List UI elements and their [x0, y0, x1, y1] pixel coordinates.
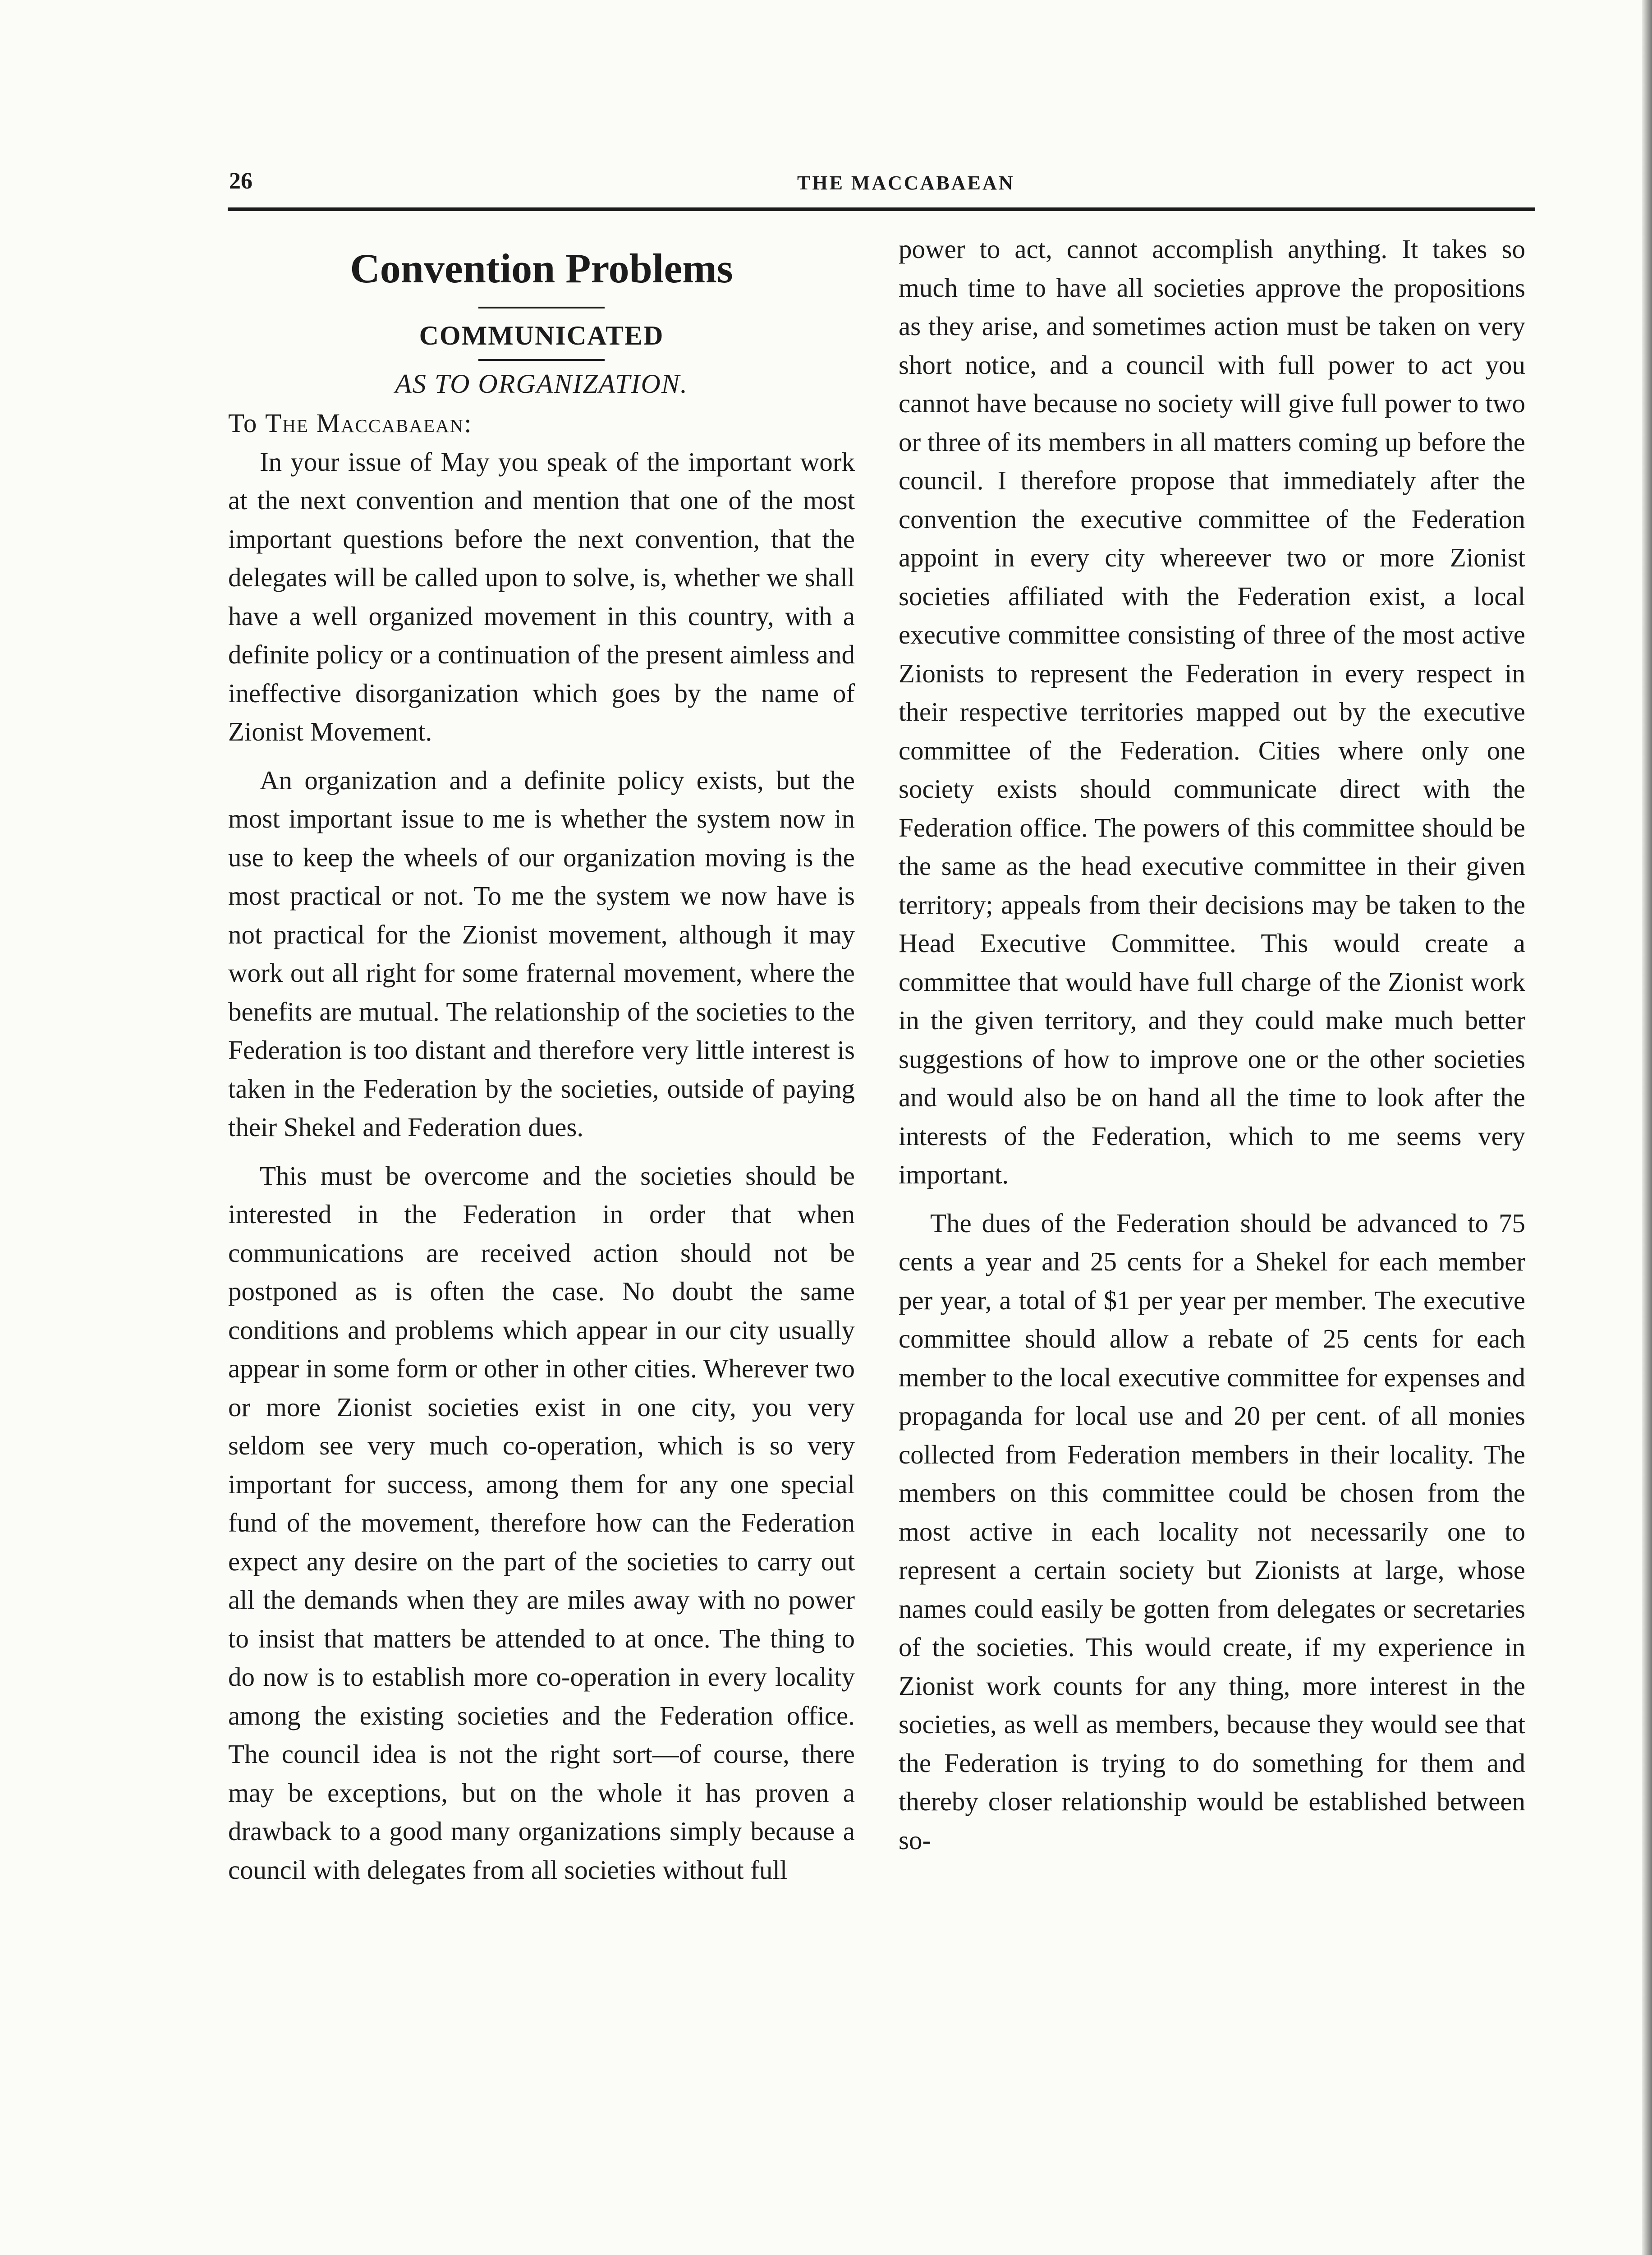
page-header: [229, 168, 1537, 204]
right-column: [899, 230, 1525, 1859]
page-number: 26: [229, 168, 252, 194]
paragraph: In your issue of May you speak of the important work at the next convention and mention that one of the most important questions before the next convention, that the delegates will be called upon to solve, is, whether we shall have a well organized movement in this country, with a definite policy or a continuation of the present aimless and ineffective disorganization which goes by the name of Zionist Movement.: [228, 446, 855, 746]
page-edge-shadow: [1642, 0, 1652, 2255]
salutation-prefix: To: [228, 408, 266, 438]
salutation: [228, 404, 855, 443]
section-label: COMMUNICATED: [419, 321, 664, 350]
paragraph-continuation: power to act, cannot accomplish anything. It takes so much time to have all societies approve the propositions as they arise, and sometimes action must be taken on very short notice, and a council with full power to act you cannot have because no society will give full power to two or three of its members in all matters coming up before the council. I therefore propose that immediately after the convention the executive committee of the Federation appoint in every city whereever two or more Zionist societies affiliated with the Federation exist, a local executive committee consisting of three of the most active Zionists to represent the Federation in every respect in their respective territories mapped out by the executive committee of the Federation. Cities where only one society exists should communicate direct with the Federation office. The powers of this committee should be the same as the head executive committee in their given territory; appeals from their decisions may be taken to the Head Executive Committee. This would create a committee that would have full charge of the Zionist work in the given territory, and they could make much better suggestions of how to improve one or the other societies and would also be on hand all the time to look after the interests of the Federation, which to me seems very important.: [899, 234, 1525, 1189]
running-head: THE MACCABAEAN: [797, 172, 1015, 194]
salutation-suffix: :: [464, 408, 473, 438]
paragraph: The dues of the Federation should be advanced to 75 cents a year and 25 cents for a Shekel for each member per year, a total of $1 per year per member. The executive committee should allow a rebate of 25 cents for each member to the local executive committee for expenses and propaganda for local use and 20 per cent. of all monies collected from Federation members in their locality. The members on this committee could be chosen from the most active in each locality not necessarily one to represent a certain society but Zionists at large, whose names could easily be gotten from delegates or secretaries of the societies. This would create, if my experience in Zionist work counts for any thing, more interest in the societies, as well as members, because they would see that the Federation is trying to do something for them and thereby closer relationship would be established between so-: [899, 1208, 1525, 1855]
paragraph: An organization and a definite policy exists, but the most important issue to me is whether the system now in use to keep the wheels of our organization moving is the most practical or not. To me the system we now have is not practical for the Zionist movement, although it may work out all right for some fraternal movement, where the benefits are mutual. The relationship of the societies to the Federation is too distant and therefore very little interest is taken in the Federation by the societies, outside of paying their Shekel and Federation dues.: [228, 765, 855, 1142]
article-title: Convention Problems: [350, 245, 733, 291]
salutation-name: The Maccabaean: [265, 408, 464, 438]
left-column: [228, 230, 855, 1889]
title-divider: [478, 307, 605, 308]
paragraph: This must be overcome and the societies should be interested in the Federation in order that when communications are received action should not be postponed as is often the case. No doubt the same conditions and problems which appear in our city usually appear in some form or other in other cities. Wherever two or more Zionist societies exist in one city, you very seldom see very much co-operation, which is so very important for success, among them for any one special fund of the movement, therefore how can the Federation expect any desire on the part of the societies to carry out all the demands when they are miles away with no power to insist that matters be attended to at once. The thing to do now is to establish more co-operation in every locality among the existing societies and the Federation office. The council idea is not the right sort—of course, there may be exceptions, but on the whole it has proven a drawback to a good many organizations simply because a council with delegates from all societies without full: [228, 1160, 855, 1885]
header-rule: [228, 207, 1535, 211]
article-subheading: AS TO ORGANIZATION.: [395, 369, 688, 399]
section-divider: [478, 359, 605, 361]
